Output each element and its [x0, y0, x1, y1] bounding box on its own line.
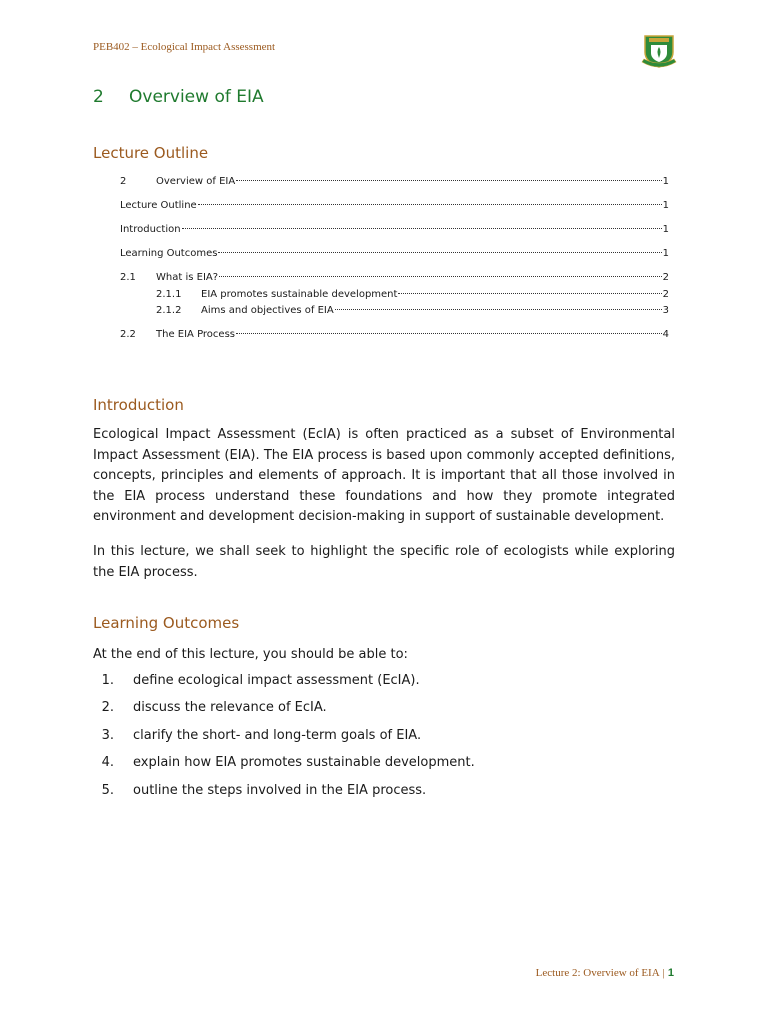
chapter-title: Overview of EIA: [129, 87, 264, 107]
toc-entry-number: 2.1.1: [156, 289, 182, 300]
list-item: [93, 700, 327, 718]
list-item-number: 1.: [101, 673, 114, 688]
introduction-heading: Introduction: [93, 396, 184, 414]
toc-entry-page: 3: [662, 305, 669, 316]
introduction-paragraph: Ecological Impact Assessment (EcIA) is often practiced as a subset of Environmental Impact Assessment (EIA). The EIA process is based upon commonly accepted definitions, concepts, principles and elements of approach. It is important that all those involved in the EIA process understand these foundations and how they promote integrated environment and development decision-making in support of sustainable development.: [93, 427, 675, 524]
toc-entry-title: Aims and objectives of EIA: [201, 305, 334, 316]
toc-entry-title: Lecture Outline: [120, 200, 197, 211]
toc-entry-page: 2: [662, 289, 669, 300]
toc-entry-title: The EIA Process: [156, 329, 235, 340]
list-item-number: 4.: [101, 755, 114, 770]
list-item-text: discuss the relevance of EcIA.: [133, 700, 327, 715]
toc-entry-page: 1: [662, 176, 669, 187]
toc-entry[interactable]: [156, 304, 669, 318]
chapter-heading: [93, 87, 264, 107]
toc-entry-number: 2.1.2: [156, 305, 182, 316]
list-item: [93, 728, 421, 746]
list-item-text: explain how EIA promotes sustainable development.: [133, 755, 475, 770]
course-title: PEB402 – Ecological Impact Assessment: [93, 41, 276, 53]
toc-entry-number: 2.1: [120, 272, 136, 283]
page-number: 1: [667, 967, 674, 979]
footer-separator: |: [662, 967, 665, 979]
list-item: [93, 755, 475, 773]
toc-entry-title: What is EIA?: [156, 272, 219, 283]
list-item-number: 2.: [101, 700, 114, 715]
toc-entry[interactable]: [120, 199, 669, 213]
toc-entry[interactable]: [120, 328, 669, 342]
toc-entry-page: 2: [662, 272, 669, 283]
footer-lecture-label: Lecture 2: Overview of EIA: [535, 967, 660, 979]
list-item-text: outline the steps involved in the EIA process.: [133, 783, 427, 798]
toc-entry-title: EIA promotes sustainable development: [201, 289, 398, 300]
toc-heading: Lecture Outline: [93, 144, 209, 162]
list-item: [93, 673, 420, 691]
page-footer: [536, 967, 674, 979]
toc-entry-page: 4: [662, 329, 669, 340]
toc-entry[interactable]: [156, 288, 669, 302]
list-item-text: clarify the short- and long-term goals of EIA.: [133, 728, 422, 743]
list-item-number: 3.: [101, 728, 114, 743]
toc-entry[interactable]: [120, 271, 669, 285]
toc-entry-page: 1: [662, 248, 669, 259]
toc-entry-number: 2.2: [120, 329, 136, 340]
university-crest-icon: [641, 32, 677, 70]
toc-entry-title: Introduction: [120, 224, 181, 235]
list-item-number: 5.: [101, 783, 114, 798]
toc-entry-title: Learning Outcomes: [120, 248, 218, 259]
learning-outcomes-intro: At the end of this lecture, you should be able to:: [93, 647, 408, 662]
introduction-paragraph: In this lecture, we shall seek to highlight the specific role of ecologists while exploring the EIA process.: [93, 544, 675, 580]
toc-entry-number: 2: [120, 176, 127, 187]
toc-entry[interactable]: [120, 175, 669, 189]
list-item-text: define ecological impact assessment (EcIA).: [133, 673, 420, 688]
toc-entry-title: Overview of EIA: [156, 176, 236, 187]
list-item: [93, 783, 426, 801]
toc-entry-page: 1: [662, 224, 669, 235]
toc-entry[interactable]: [120, 247, 669, 261]
toc-entry[interactable]: [120, 223, 669, 237]
learning-outcomes-heading: Learning Outcomes: [93, 614, 240, 632]
chapter-number: 2: [93, 87, 104, 107]
toc-entry-page: 1: [662, 200, 669, 211]
